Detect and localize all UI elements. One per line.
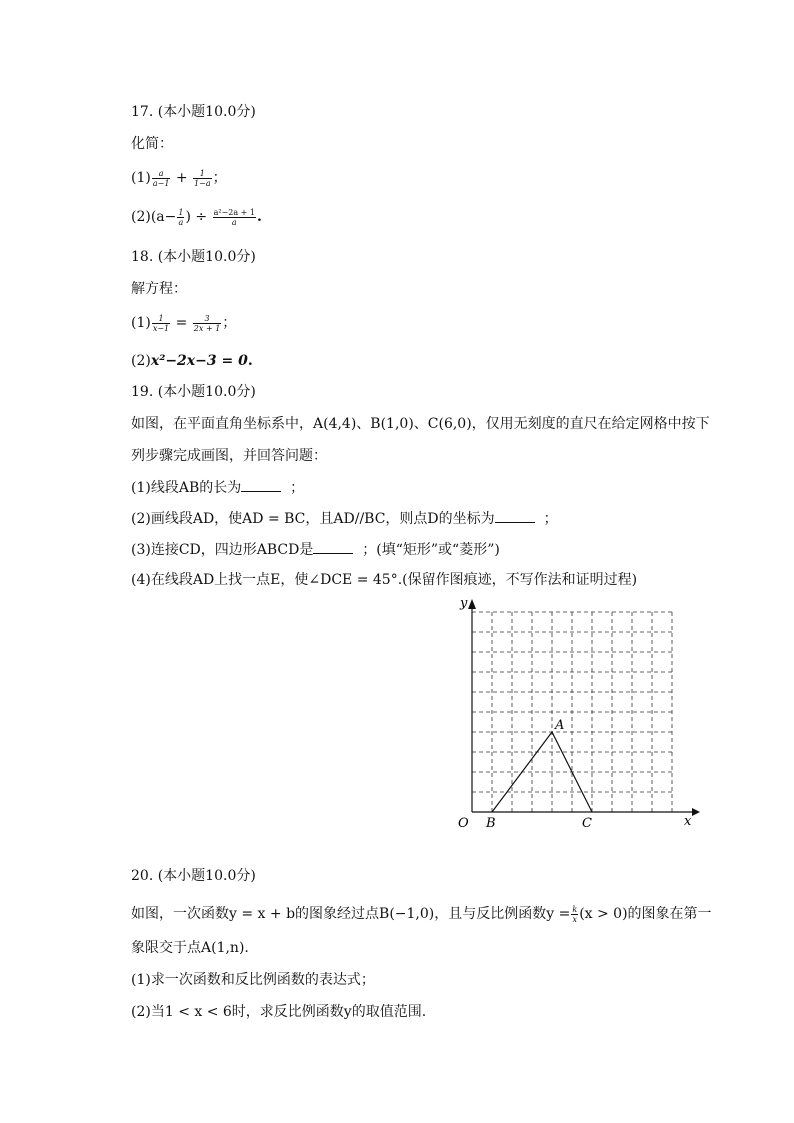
q18-p2-end: .	[247, 353, 253, 369]
q18-p1-eq: =	[171, 315, 192, 331]
q19-part2	[131, 508, 558, 529]
q20-frac	[571, 905, 578, 924]
q19-header: 19. (本小题10.0分)	[131, 384, 256, 400]
q17-p2-frac1-den: a	[178, 217, 184, 227]
q17-p1-frac2-den: 1−a	[194, 178, 211, 188]
q17-p1-end: ；	[212, 170, 227, 186]
q17-p1-frac2-num: 1	[193, 169, 212, 179]
q19-p2-end: ；	[543, 511, 558, 527]
q17-p2-frac1	[177, 208, 184, 227]
q18-p1-frac2	[193, 314, 221, 333]
q17-part2	[131, 207, 262, 227]
q19-p1-answer-blank	[241, 477, 281, 492]
x-axis-arrow-icon	[692, 808, 700, 816]
q19-part3	[131, 539, 500, 560]
q19-p3-answer-blank	[313, 539, 353, 554]
q17-p1-frac1-den: a−1	[152, 178, 170, 188]
q17-p1-frac1-num: a	[152, 169, 171, 179]
q19-p1-text: (1)线段AB的长为	[131, 480, 242, 496]
q17-p2-frac2	[213, 208, 256, 227]
x-axis-label: x	[684, 814, 692, 829]
q19-line1: 如图，在平面直角坐标系中，A(4,4)、B(1,0)、C(6,0)，仅用无刻度的直尺在给定网格中按下	[131, 416, 710, 432]
q19-p2-answer-blank	[495, 508, 535, 523]
q19-p3-text: (3)连接CD，四边形ABCD是	[131, 542, 314, 558]
q18-p1-frac2-den: 2x + 1	[193, 323, 221, 333]
q20-part2: (2)当1 < x < 6时，求反比例函数y的取值范围.	[131, 1004, 427, 1020]
y-axis-label: y	[460, 596, 468, 611]
q18-p1-end: ；	[222, 315, 237, 331]
q20-line2: 象限交于点A(1,n).	[131, 940, 249, 956]
q20-frac-num: k	[572, 904, 578, 914]
q17-p1-frac2	[193, 169, 212, 188]
origin-label: O	[458, 816, 469, 831]
q17-p2-mid: ) ÷	[185, 209, 212, 225]
coordinate-grid-figure	[452, 595, 702, 835]
q18-p1-frac1	[152, 314, 170, 333]
q18-p1-frac1-den: x−1	[152, 323, 170, 333]
q19-part1	[131, 477, 304, 498]
q20-frac-den: x	[572, 914, 578, 924]
q17-p1-plus: +	[175, 170, 188, 186]
q20-line1-text-b: (x > 0)的图象在第一	[579, 906, 712, 922]
q19-line2: 列步骤完成画图，并回答问题：	[131, 448, 327, 464]
q17-p1-prefix: (1)	[131, 170, 151, 186]
q17-p2-frac2-den: a	[231, 217, 237, 227]
q18-p1-frac1-num: 1	[152, 314, 170, 324]
y-axis-arrow-icon	[468, 599, 476, 609]
point-c-label: C	[582, 816, 592, 831]
q19-p2-text: (2)画线段AD，使AD = BC，且AD//BC，则点D的坐标为	[131, 511, 495, 527]
point-a-label: A	[555, 718, 565, 733]
q18-p1-prefix: (1)	[131, 315, 151, 331]
q19-part4: (4)在线段AD上找一点E，使∠DCE = 45°.(保留作图痕迹，不写作法和证明过程)	[131, 572, 638, 588]
q17-title: 化简：	[131, 136, 173, 152]
q17-part1	[131, 168, 227, 188]
q18-p2-expr: x²−2x−3 = 0	[150, 353, 248, 369]
q17-p2-end: .	[256, 209, 262, 225]
q20-line1	[131, 904, 712, 924]
q18-part1	[131, 313, 236, 333]
q18-title: 解方程：	[131, 281, 187, 297]
grid-lines	[472, 612, 672, 812]
q18-part2	[131, 351, 253, 371]
q17-p2-prefix: (2)(a−	[131, 209, 177, 225]
q18-p2-prefix: (2)	[131, 353, 151, 369]
q17-p2-frac2-num: a²−2a + 1	[213, 207, 255, 217]
q20-line1-text-a: 如图，一次函数y = x + b的图象经过点B(−1,0)，且与反比例函数y =	[131, 906, 571, 922]
q17-p1-frac1	[152, 169, 171, 188]
q17-p2-frac1-num: 1	[178, 207, 184, 217]
q17-header: 17. (本小题10.0分)	[131, 104, 256, 120]
point-b-label: B	[486, 816, 496, 831]
q19-p3-end: ；(填“矩形”或“菱形”)	[362, 542, 500, 558]
q18-p1-frac2-num: 3	[193, 314, 221, 324]
q20-part1: (1)求一次函数和反比例函数的表达式；	[131, 972, 375, 988]
q20-header: 20. (本小题10.0分)	[131, 868, 256, 884]
q18-header: 18. (本小题10.0分)	[131, 249, 256, 265]
q19-p1-end: ；	[290, 480, 305, 496]
